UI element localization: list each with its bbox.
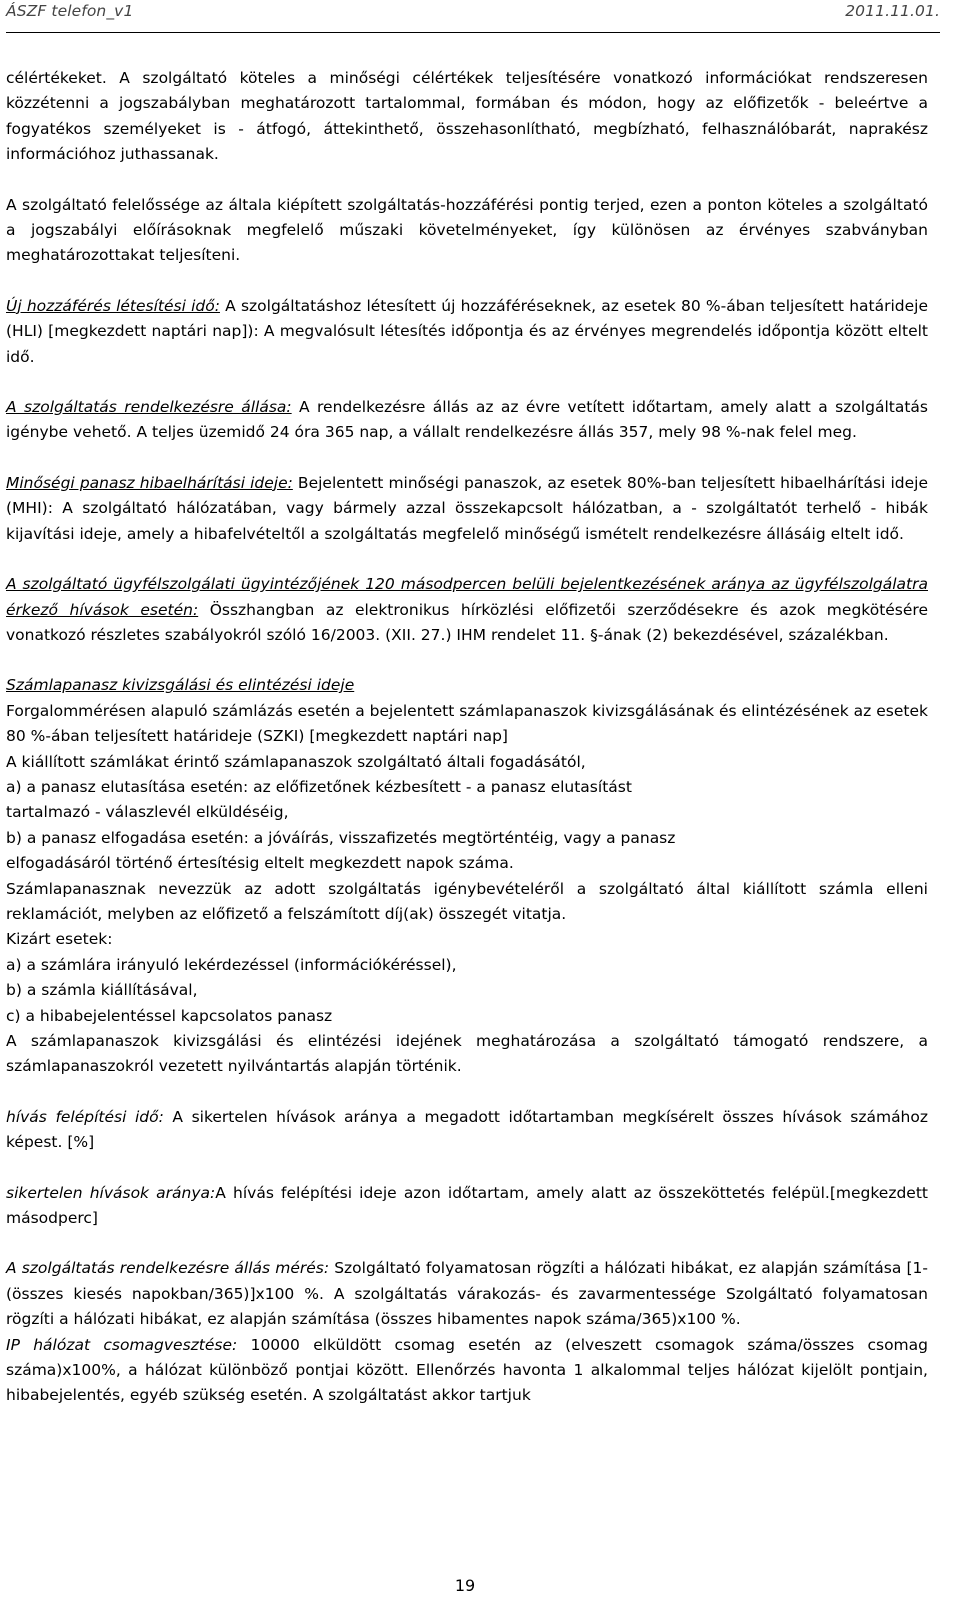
billing-line: a) a számlára irányuló lekérdezéssel (információkéréssel), xyxy=(6,955,457,974)
definition-customer-service-answer: Összhangban az elektronikus hírközlési előfizetői szerződésekre és azok megkötésére vonatkozó részletes szabályokról szóló 16/2003. (XII. 27.) IHM rendelet 11. §-ának (2) bekezdésével, százalékban. xyxy=(6,600,928,644)
term-availability-measurement: A szolgáltatás rendelkezésre állás mérés: xyxy=(6,1259,330,1278)
billing-line: elfogadásáról történő értesítésig eltelt megkezdett napok száma. xyxy=(6,854,514,873)
paragraph-quality-targets: célértékeket. A szolgáltató köteles a minőségi célértékek teljesítésére vonatkozó információkat rendszeresen közzétenni a jogszabályban meghatározott tartalommal, formában és módon, hogy az előfizetők - beleértve a fogyatékos személyeket is - átfogó, áttekinthető, összehasonlítható, megbízható, felhasználóbarát, naprakész információhoz juthassanak. xyxy=(6,69,928,164)
paragraph-availability-measurement xyxy=(6,1256,928,1332)
billing-line: b) a panasz elfogadása esetén: a jóváírás, visszafizetés megtörténtéig, vagy a panasz xyxy=(6,828,676,847)
definition-call-setup-time: A sikertelen hívások aránya a megadott időtartamban megkísérelt összes hívások számához képest. [%] xyxy=(6,1107,929,1152)
definition-new-access-time: A szolgáltatáshoz létesített új hozzáféréseknek, az esetek 80 %-ában teljesített határideje (HLI) [megkezdett naptári nap]): A megvalósult létesítés időpontja és az érvényes megrendelés időpontja között eltelt idő. xyxy=(6,296,928,366)
term-new-access-time: Új hozzáférés létesítési idő: xyxy=(6,296,220,315)
billing-line: A számlapanaszok kivizsgálási és elintézési idejének meghatározása a szolgáltató támogató rendszere, a számlapanaszokról vezetett nyilvántartás alapján történik. xyxy=(6,1032,928,1076)
definition-packet-loss: 10000 elküldött csomag esetén az (elveszett csomagok száma/összes csomag száma)x100%, a hálózat különböző pontjai között. Ellenőrzés havonta 1 alkalommal teljes hálózat kijelölt pontjain, hibabejelentés, egyéb szükség esetén. A szolgáltatást akkor tartjuk xyxy=(6,1335,928,1405)
section-billing-complaints xyxy=(6,673,928,1080)
header-date: 2011.11.01. xyxy=(845,2,940,20)
document-body xyxy=(6,66,928,1434)
term-call-setup-time: hívás felépítési idő: xyxy=(6,1107,164,1126)
term-packet-loss: IP hálózat csomagvesztése: xyxy=(6,1335,238,1354)
term-billing-complaints: Számlapanasz kivizsgálási és elintézési ideje xyxy=(6,676,355,695)
term-fault-repair-time: Minőségi panasz hibaelhárítási ideje: xyxy=(6,473,293,492)
billing-line: tartalmazó - válaszlevél elküldéséig, xyxy=(6,803,289,822)
paragraph-new-access-time xyxy=(6,294,928,370)
billing-line: a) a panasz elutasítása esetén: az előfizetőnek kézbesített - a panasz elutasítást xyxy=(6,777,632,796)
page-number: 19 xyxy=(454,1576,476,1595)
billing-line: Kizárt esetek: xyxy=(6,930,113,949)
term-customer-service-answer: A szolgáltató ügyfélszolgálati ügyintézőjének 120 másodpercen belüli bejelentkezésének aránya az ügyfélszolgálatra érkező hívások esetén: xyxy=(6,575,928,619)
term-failed-calls: sikertelen hívások aránya: xyxy=(6,1183,216,1202)
definition-availability-measurement: Szolgáltató folyamatosan rögzíti a hálózati hibákat, ez alapján számítása [1-(összes kiesés napokban/365)]x100 %. A szolgáltatás várakozás- és zavarmentessége Szolgáltató folyamatosan rögzíti a hálózati hibákat, ez alapján számítása (összes hibamentes napok száma/365)x100 %. xyxy=(6,1259,928,1329)
definition-failed-calls: A hívás felépítési ideje azon időtartam, amely alatt az összeköttetés felépül.[megkezdett másodperc] xyxy=(6,1183,928,1228)
term-availability: A szolgáltatás rendelkezésre állása: xyxy=(6,398,292,417)
paragraph-customer-service-answer xyxy=(6,572,928,648)
definition-fault-repair-time: Bejelentett minőségi panaszok, az esetek 80%-ban teljesített hibaelhárítási ideje (MHI): A szolgáltató hálózatában, vagy bármely azzal összekapcsolt hálózatban, a - szolgáltatót terhelő - hibák kijavítási ideje, amely a hibafelvételtől a szolgáltatás megfelelő minőségű ismételt rendelkezésre állásáig eltelt idő. xyxy=(6,473,928,543)
billing-line: Forgalommérésen alapuló számlázás esetén a bejelentett számlapanaszok kivizsgálásának és elintézésének az esetek 80 %-ában teljesített határideje (SZKI) [megkezdett naptári nap] xyxy=(6,701,928,746)
header-doc-title: ÁSZF telefon_v1 xyxy=(6,2,134,20)
billing-line: b) a számla kiállításával, xyxy=(6,981,198,1000)
paragraph-call-setup-time xyxy=(6,1105,928,1156)
paragraph-availability xyxy=(6,395,928,446)
paragraph-provider-responsibility: A szolgáltató felelőssége az általa kiépített szolgáltatás-hozzáférési pontig terjed, ezen a ponton köteles a szolgáltató a jogszabályi előírásoknak megfelelő műszaki követelményeket, így különösen az érvényes szabványban meghatározottakat teljesíteni. xyxy=(6,195,928,265)
page-header xyxy=(6,2,940,33)
paragraph-fault-repair-time xyxy=(6,471,928,547)
billing-line: c) a hibabejelentéssel kapcsolatos panasz xyxy=(6,1006,333,1025)
definition-availability: A rendelkezésre állás az az évre vetített időtartam, amely alatt a szolgáltatás igénybe vehető. A teljes üzemidő 24 óra 365 nap, a vállalt rendelkezésre állás 357, mely 98 %-nak felel meg. xyxy=(6,398,928,442)
billing-line: A kiállított számlákat érintő számlapanaszok szolgáltató általi fogadásától, xyxy=(6,752,586,771)
paragraph-packet-loss xyxy=(6,1333,928,1409)
billing-line: Számlapanasznak nevezzük az adott szolgáltatás igénybevételéről a szolgáltató által kiállított számla elleni reklamációt, melyben az előfizető a felszámított díj(ak) összegét vitatja. xyxy=(6,879,928,923)
paragraph-failed-calls xyxy=(6,1181,928,1232)
